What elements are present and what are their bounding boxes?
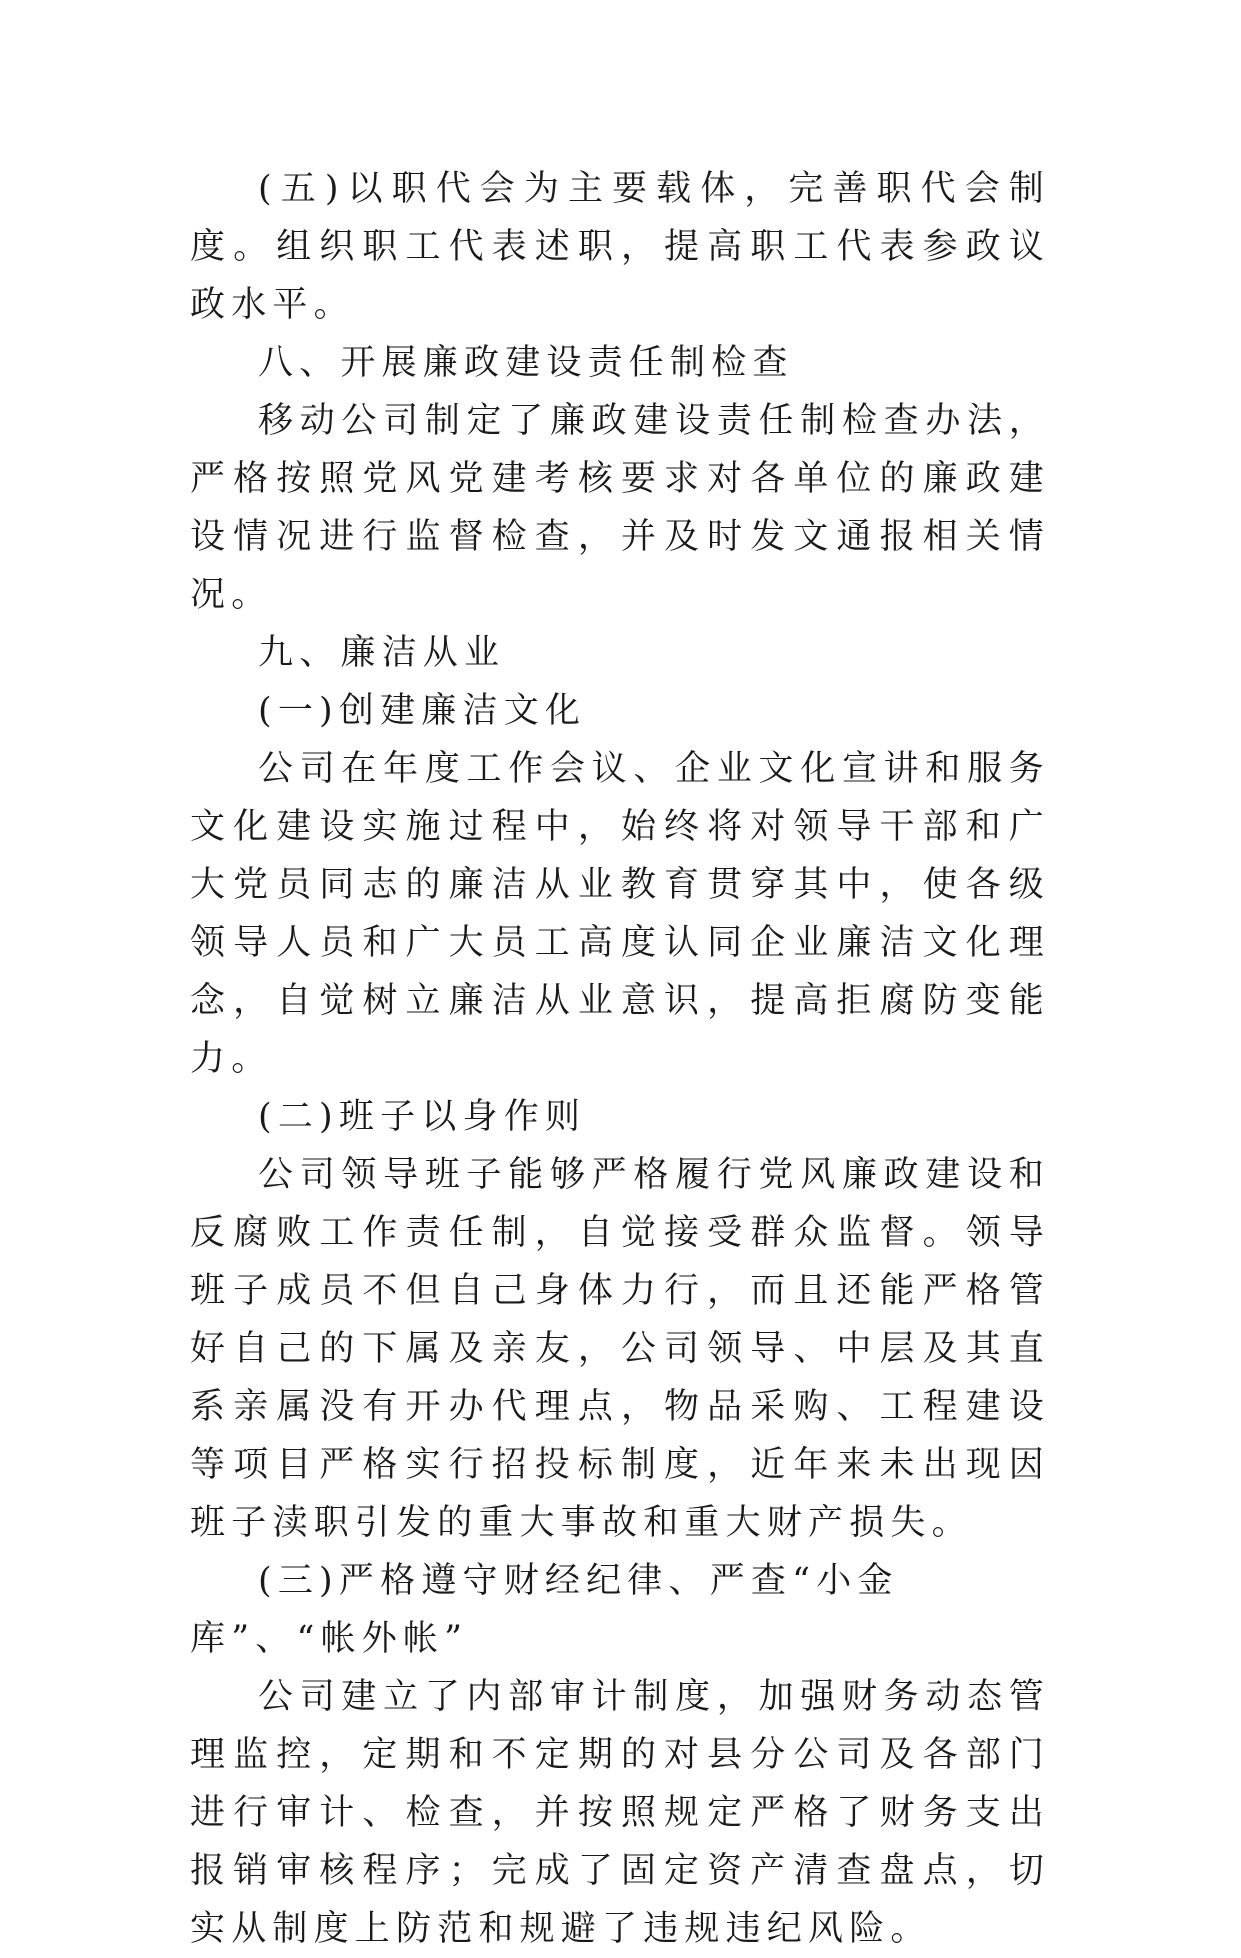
paragraph-integrity-culture: 公司在年度工作会议、企业文化宣讲和服务文化建设实施过程中，始终将对领导干部和广大党员同志的廉洁从业教育贯穿其中，使各级领导人员和广大员工高度认同企业廉洁文化理念，自觉树立廉洁从业意识，提高拒腐防变能力。 [190,749,1050,1079]
subheading-3: (三)严格遵守财经纪律、严查“小金库”、“帐外帐” [190,1561,899,1659]
document-body [190,160,1050,1958]
subheading-1: (一)创建廉洁文化 [258,691,587,731]
subheading-2: (二)班子以身作则 [258,1097,587,1137]
paragraph-workers-congress: (五)以职代会为主要载体，完善职代会制度。组织职工代表述职，提高职工代表参政议政水平。 [190,169,1050,325]
paragraph-financial-discipline: 公司建立了内部审计制度，加强财务动态管理监控，定期和不定期的对县分公司及各部门进行审计、检查，并按照规定严格了财务支出报销审核程序；完成了固定资产清查盘点，切实从制度上防范和规避了违规违纪风险。 [190,1677,1050,1949]
section-heading-8: 八、开展廉政建设责任制检查 [258,343,794,383]
paragraph-responsibility-check: 移动公司制定了廉政建设责任制检查办法，严格按照党风党建考核要求对各单位的廉政建设情况进行监督检查，并及时发文通报相关情况。 [190,401,1050,615]
paragraph-leadership-example: 公司领导班子能够严格履行党风廉政建设和反腐败工作责任制，自觉接受群众监督。领导班子成员不但自己身体力行，而且还能严格管好自己的下属及亲友，公司领导、中层及其直系亲属没有开办代理点，物品采购、工程建设等项目严格实行招投标制度，近年来未出现因班子渎职引发的重大事故和重大财产损失。 [190,1155,1050,1543]
section-heading-9: 九、廉洁从业 [258,633,506,673]
